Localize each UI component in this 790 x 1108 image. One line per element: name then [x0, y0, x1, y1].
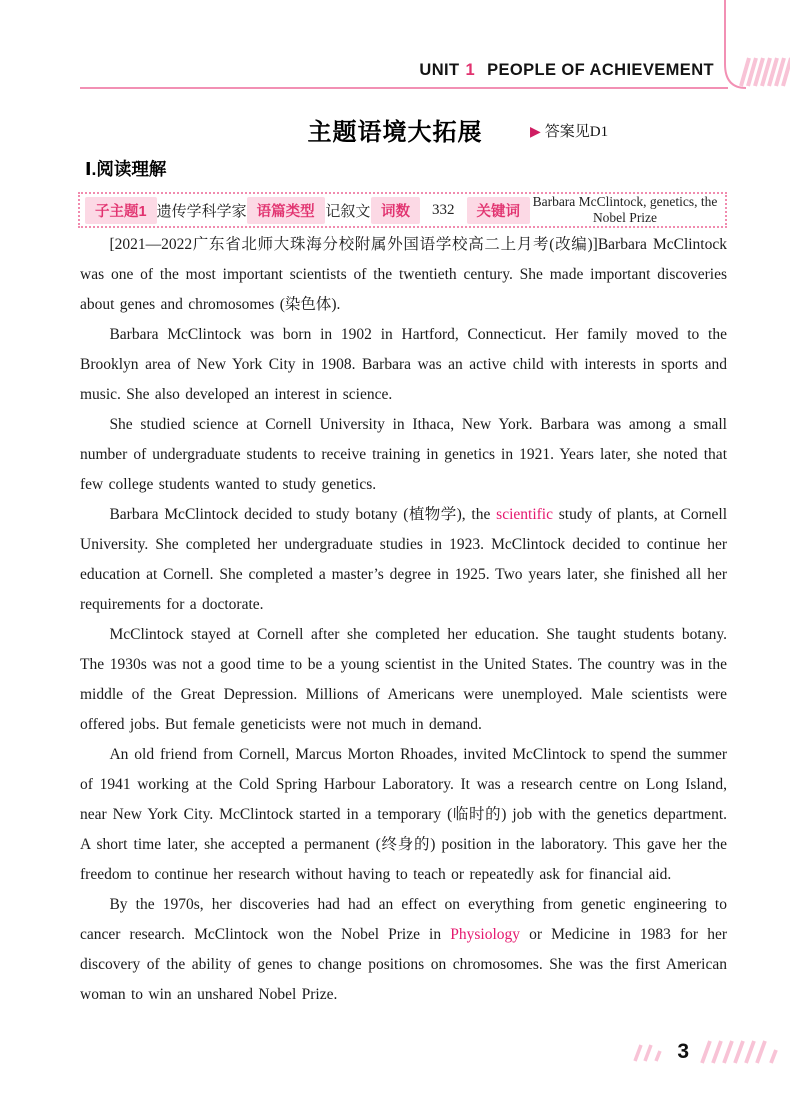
passage-text: study of plants, at Cornell University. She completed her undergraduate studies in 1923. McClintock decided to continue her education at Cornell. She completed a master’s degree in 1925. Two years later, she finished all her requirements for a doctorate.	[80, 506, 728, 613]
passage-info-bar	[78, 192, 727, 228]
passage-paragraph	[80, 320, 727, 410]
answer-arrow-icon: ▶	[530, 125, 541, 140]
highlighted-word: Physiology	[450, 926, 520, 943]
word-count-value: 332	[432, 201, 455, 218]
subtopic-value: 遗传学科学家	[156, 203, 247, 220]
footer-stripes-left-decoration	[632, 1039, 668, 1065]
passage-text: Barbara McClintock was one of the most important scientists of the twentieth century. She made important discoveries about genes and chromosomes (染色体).	[80, 236, 727, 313]
passage-paragraph	[80, 500, 727, 620]
answer-ref-text: 答案见D1	[544, 124, 609, 140]
passage-text: McClintock stayed at Cornell after she completed her education. She taught students botany. The 1930s was not a good time to be a young scientist in the United States. The country was in the middle of the Great Depression. Millions of Americans were unemployed. Male scientists were offered jobs. But female geneticists were not much in demand.	[80, 626, 727, 733]
passage-paragraph	[80, 620, 727, 740]
passage-text: An old friend from Cornell, Marcus Morton Rhoades, invited McClintock to spend the summer of 1941 working at the Cold Spring Harbour Laboratory. It was a research centre on Long Island, near New York City. McClintock started in a temporary (临时的) job with the genetics department. A short time later, she accepted a permanent (终身的) position in the laboratory. This gave her the freedom to continue her research without having to teach or repeatedly ask for financial aid.	[80, 746, 727, 883]
word-count-chip: 词数	[371, 197, 420, 224]
answer-reference	[530, 120, 608, 141]
text-type-value: 记叙文	[325, 203, 371, 220]
page-title: 主题语境大拓展	[307, 119, 483, 146]
footer-stripes-right-decoration	[698, 1038, 782, 1066]
unit-number: 1	[465, 61, 476, 79]
page-number: 3	[677, 1040, 689, 1063]
unit-label: UNIT	[419, 61, 460, 79]
passage-text: or Medicine in 1983 for her discovery of the ability of genes to change positions on chromosomes. She was the first American woman to win an unshared Nobel Prize.	[80, 926, 727, 1003]
passage-paragraph	[80, 410, 727, 500]
header-rule-decoration	[0, 0, 790, 100]
keywords-chip: 关键词	[467, 197, 531, 224]
passage-text: She studied science at Cornell University in Ithaca, New York. Barbara was among a small number of undergraduate students to receive training in genetics in 1921. Years later, she noted that few college students wanted to study genetics.	[80, 416, 727, 493]
passage-paragraph	[80, 890, 727, 1010]
text-type-chip: 语篇类型	[247, 197, 325, 224]
passage-paragraph	[80, 740, 727, 890]
highlighted-word: scientific	[496, 506, 553, 523]
subtopic-chip: 子主题1	[85, 197, 157, 224]
header-corner-line	[725, 0, 746, 88]
passage-text: By the 1970s, her discoveries had had an effect on everything from genetic engineering to cancer research. McClintock won the Nobel Prize in	[80, 896, 727, 943]
page-footer	[632, 1038, 782, 1066]
section-heading-reading-comprehension: Ⅰ.阅读理解	[85, 159, 167, 179]
title-row	[0, 112, 790, 152]
passage-text: Barbara McClintock was born in 1902 in Hartford, Connecticut. Her family moved to the Brooklyn area of New York City in 1908. Barbara was an active child with interests in sports and music. She also developed an interest in science.	[80, 326, 727, 403]
passage-paragraph	[80, 230, 727, 320]
passage-text: Barbara McClintock decided to study botany (植物学), the	[109, 506, 497, 523]
header-stripes-decoration	[741, 58, 790, 86]
passage-text: [2021—2022广东省北师大珠海分校附属外国语学校高二上月考(改编)]	[109, 236, 598, 253]
keywords-value: Barbara McClintock, genetics, the Nobel Prize	[532, 193, 718, 225]
unit-header	[419, 61, 714, 80]
unit-title: PEOPLE OF ACHIEVEMENT	[487, 61, 714, 79]
passage	[80, 230, 727, 1010]
